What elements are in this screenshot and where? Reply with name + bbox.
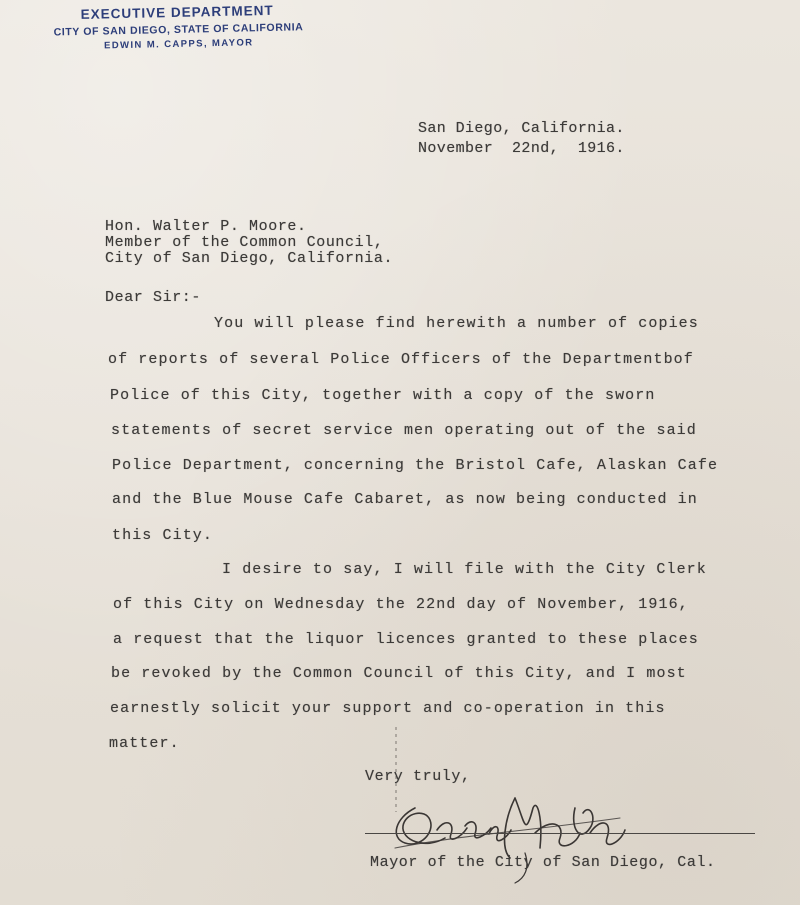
- letterhead-title: EXECUTIVE DEPARTMENT: [80, 2, 274, 22]
- body-line: and the Blue Mouse Cafe Cabaret, as now being conducted in: [112, 491, 698, 508]
- body-line: a request that the liquor licences granted to these places: [113, 631, 699, 648]
- body-line: Police of this City, together with a copy of the sworn: [110, 387, 656, 404]
- addressee-name: Hon. Walter P. Moore.: [105, 218, 307, 235]
- body-line: this City.: [112, 527, 214, 544]
- signature-title: Mayor of the City of San Diego, Cal.: [370, 854, 716, 871]
- closing: Very truly,: [365, 768, 471, 785]
- addressee-city: City of San Diego, California.: [105, 250, 394, 267]
- body-line: of reports of several Police Officers of the Departmentbof: [108, 351, 694, 368]
- letterhead-city: CITY OF SAN DIEGO, STATE OF CALIFORNIA: [53, 21, 304, 39]
- signature-line: [365, 833, 755, 834]
- date-place: San Diego, California.: [418, 120, 625, 137]
- body-line: statements of secret service men operating out of the said: [111, 422, 697, 439]
- body-line: of this City on Wednesday the 22nd day of November, 1916,: [113, 596, 689, 613]
- body-line: matter.: [109, 735, 180, 752]
- addressee-title: Member of the Common Council,: [105, 234, 384, 251]
- letterhead: [28, 2, 329, 53]
- body-line: be revoked by the Common Council of this City, and I most: [111, 665, 687, 682]
- body-line: Police Department, concerning the Bristol Cafe, Alaskan Cafe: [112, 457, 719, 474]
- letterhead-mayor: EDWIN M. CAPPS, MAYOR: [103, 37, 254, 52]
- body-line: You will please find herewith a number of copies: [214, 315, 699, 332]
- date-line: November 22nd, 1916.: [418, 140, 625, 157]
- body-line: I desire to say, I will file with the City Clerk: [222, 561, 707, 578]
- body-line: earnestly solicit your support and co-operation in this: [110, 700, 666, 717]
- salutation: Dear Sir:-: [105, 289, 202, 306]
